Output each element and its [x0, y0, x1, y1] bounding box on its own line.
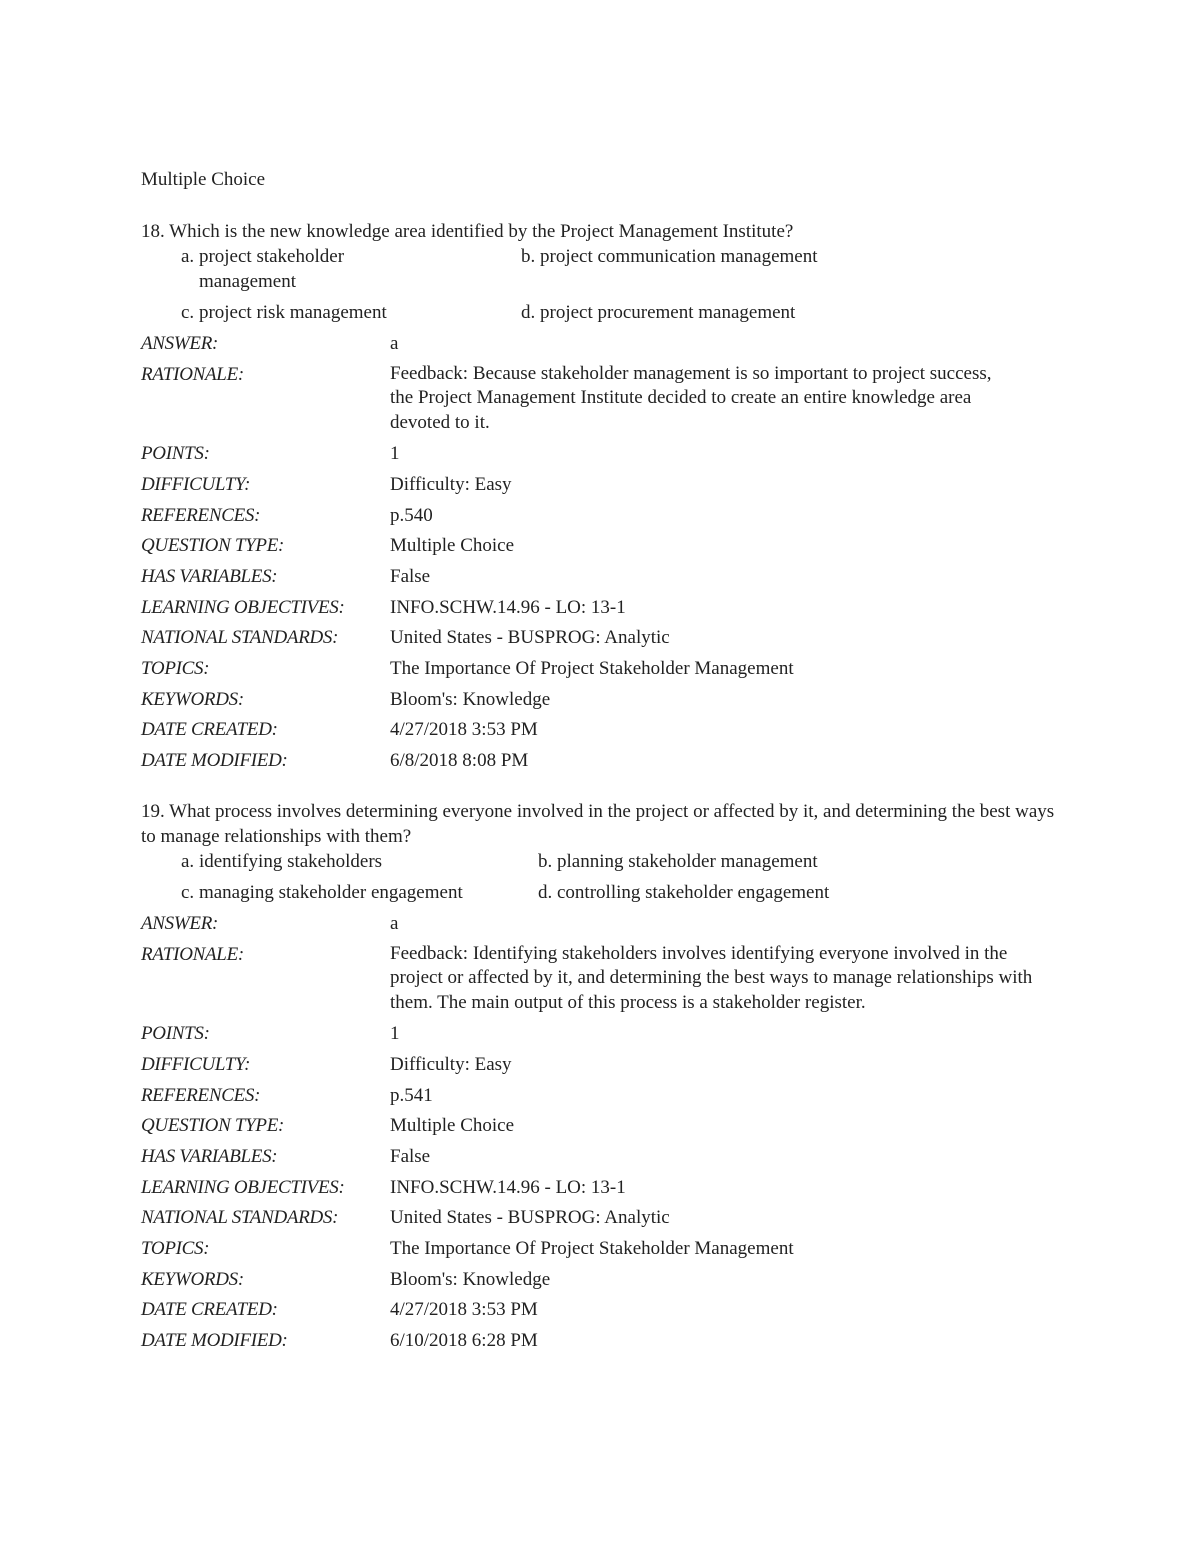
meta-value: Bloom's: Knowledge	[390, 1268, 551, 1290]
meta-label: HAS VARIABLES:	[141, 565, 278, 587]
option-text: project stakeholder management	[198, 246, 345, 292]
meta-difficulty	[141, 1052, 1071, 1077]
meta-keywords	[141, 687, 1071, 712]
option-text: controlling stakeholder engagement	[557, 882, 830, 904]
meta-value: 6/8/2018 8:08 PM	[390, 750, 529, 772]
meta-topics	[141, 1236, 1071, 1261]
meta-label: KEYWORDS:	[141, 1268, 244, 1290]
options-row	[181, 849, 1071, 874]
meta-value: 1	[390, 1023, 400, 1045]
meta-value: Multiple Choice	[390, 535, 515, 557]
meta-label: DATE MODIFIED:	[141, 750, 288, 772]
meta-label: LEARNING OBJECTIVES:	[141, 596, 345, 618]
option-text: project communication management	[540, 246, 818, 267]
question-metadata	[141, 331, 1071, 773]
meta-date-created	[141, 1297, 1071, 1322]
option-text: identifying stakeholders	[198, 851, 383, 873]
option-c	[181, 880, 538, 905]
meta-label: POINTS:	[141, 443, 210, 465]
meta-label: POINTS:	[141, 1023, 210, 1045]
meta-value: a	[390, 913, 399, 935]
meta-value: United States - BUSPROG: Analytic	[390, 1207, 670, 1229]
option-letter: a.	[181, 246, 195, 267]
meta-label: DATE MODIFIED:	[141, 1330, 288, 1352]
meta-label: RATIONALE:	[141, 363, 244, 385]
meta-value: INFO.SCHW.14.96 - LO: 13-1	[390, 596, 626, 618]
meta-value: The Importance Of Project Stakeholder Management	[390, 657, 794, 679]
meta-value: INFO.SCHW.14.96 - LO: 13-1	[390, 1176, 626, 1198]
meta-references	[141, 503, 1071, 528]
meta-label: DATE CREATED:	[141, 1299, 278, 1321]
meta-value: 4/27/2018 3:53 PM	[390, 1299, 538, 1321]
meta-value: United States - BUSPROG: Analytic	[390, 627, 670, 649]
option-c	[181, 300, 521, 325]
option-letter: d.	[538, 882, 553, 904]
answer-options	[141, 849, 1071, 905]
meta-keywords	[141, 1267, 1071, 1292]
option-letter: b.	[521, 246, 536, 267]
meta-points	[141, 441, 1071, 466]
meta-value: Bloom's: Knowledge	[390, 688, 551, 710]
meta-date-modified	[141, 748, 1071, 773]
meta-difficulty	[141, 472, 1071, 497]
option-text: project risk management	[198, 302, 387, 323]
option-b	[521, 244, 818, 294]
meta-value: The Importance Of Project Stakeholder Management	[390, 1238, 794, 1259]
option-a	[181, 849, 538, 874]
meta-label: QUESTION TYPE:	[141, 1115, 285, 1137]
meta-points	[141, 1021, 1071, 1046]
question-19	[141, 799, 1071, 1353]
meta-label: DIFFICULTY:	[141, 473, 251, 495]
option-b	[538, 849, 818, 874]
meta-value: 4/27/2018 3:53 PM	[390, 719, 538, 741]
meta-label: REFERENCES:	[141, 504, 261, 526]
meta-value: False	[390, 565, 431, 587]
meta-label: NATIONAL STANDARDS:	[141, 627, 339, 649]
option-letter: c.	[181, 882, 195, 904]
meta-value: False	[390, 1145, 431, 1167]
meta-label: TOPICS:	[141, 1238, 210, 1259]
meta-label: NATIONAL STANDARDS:	[141, 1207, 339, 1229]
document-page	[141, 167, 1071, 1379]
options-row	[181, 300, 1071, 325]
meta-label: KEYWORDS:	[141, 688, 244, 710]
question-stem: 19. What process involves determining everyone involved in the project or affected by it, and determining the best ways to manage relationships with them?	[141, 801, 1055, 848]
options-row	[181, 244, 1071, 294]
meta-value: Feedback: Because stakeholder management is so important to project success, the Project Management Institute decided to create an entire knowledge area devoted to it.	[390, 362, 992, 433]
meta-value: 1	[390, 443, 400, 465]
meta-date-created	[141, 717, 1071, 742]
meta-label: QUESTION TYPE:	[141, 535, 285, 557]
meta-has-variables	[141, 564, 1071, 589]
meta-label: ANSWER:	[141, 913, 219, 935]
question-18	[141, 219, 1071, 773]
meta-answer	[141, 331, 1071, 356]
meta-national-standards	[141, 1205, 1071, 1230]
option-d	[538, 880, 829, 905]
meta-label: TOPICS:	[141, 657, 210, 679]
option-letter: c.	[181, 302, 195, 323]
meta-label: DIFFICULTY:	[141, 1053, 251, 1075]
meta-learning-objectives	[141, 595, 1071, 620]
meta-label: RATIONALE:	[141, 943, 244, 965]
meta-label: LEARNING OBJECTIVES:	[141, 1176, 345, 1198]
meta-value: Difficulty: Easy	[390, 473, 512, 495]
option-d	[521, 300, 795, 325]
meta-value: p.540	[390, 504, 433, 526]
meta-topics	[141, 656, 1071, 681]
meta-value: p.541	[390, 1084, 433, 1106]
meta-learning-objectives	[141, 1175, 1071, 1200]
option-letter: d.	[521, 302, 536, 323]
meta-value: Feedback: Identifying stakeholders involves identifying everyone involved in the project or affected by it, and determining the best ways to manage relationships with them. The main output of this process is a stakeholder register.	[390, 942, 1033, 1013]
meta-national-standards	[141, 625, 1071, 650]
question-metadata	[141, 911, 1071, 1353]
meta-has-variables	[141, 1144, 1071, 1169]
option-text: project procurement management	[540, 302, 796, 323]
meta-label: HAS VARIABLES:	[141, 1145, 278, 1167]
meta-rationale	[141, 362, 1071, 436]
meta-value: Multiple Choice	[390, 1115, 515, 1137]
meta-value: 6/10/2018 6:28 PM	[390, 1330, 538, 1352]
meta-references	[141, 1083, 1071, 1108]
question-stem: 18. Which is the new knowledge area identified by the Project Management Institute?	[141, 221, 794, 242]
options-row	[181, 880, 1071, 905]
meta-answer	[141, 911, 1071, 936]
meta-value: a	[390, 333, 399, 354]
meta-label: DATE CREATED:	[141, 719, 278, 741]
answer-options	[141, 244, 1071, 325]
section-title: Multiple Choice	[141, 169, 266, 190]
meta-date-modified	[141, 1328, 1071, 1353]
option-text: planning stakeholder management	[557, 851, 818, 873]
option-letter: b.	[538, 851, 553, 873]
meta-label: ANSWER:	[141, 333, 219, 354]
meta-question-type	[141, 1113, 1071, 1138]
meta-question-type	[141, 533, 1071, 558]
option-letter: a.	[181, 851, 195, 873]
meta-rationale	[141, 942, 1071, 1016]
option-a	[181, 244, 521, 294]
meta-value: Difficulty: Easy	[390, 1053, 512, 1075]
meta-label: REFERENCES:	[141, 1084, 261, 1106]
option-text: managing stakeholder engagement	[198, 882, 463, 904]
